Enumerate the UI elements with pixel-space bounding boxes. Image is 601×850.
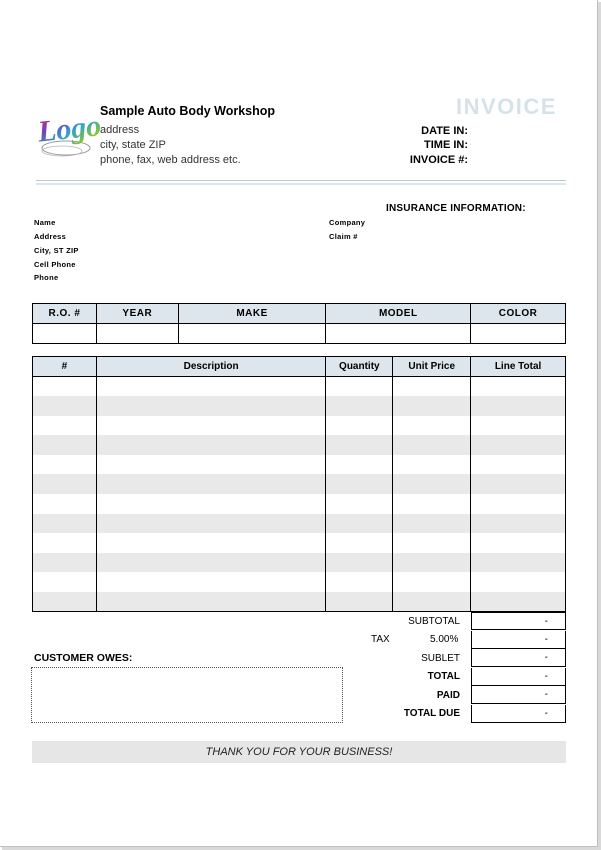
item-cell[interactable] xyxy=(96,572,326,592)
paid-value[interactable]: - xyxy=(471,686,566,704)
unit-price-header: Unit Price xyxy=(393,357,471,377)
ro-number-cell[interactable] xyxy=(33,324,97,344)
company-contact: phone, fax, web address etc. xyxy=(100,154,241,166)
company-city-state-zip: city, state ZIP xyxy=(100,139,166,151)
item-cell[interactable] xyxy=(33,572,97,592)
quantity-header: Quantity xyxy=(326,357,393,377)
item-cell[interactable] xyxy=(96,377,326,397)
item-cell[interactable] xyxy=(33,553,97,573)
line-total-header: Line Total xyxy=(471,357,566,377)
item-cell[interactable] xyxy=(33,377,97,397)
model-header: MODEL xyxy=(326,304,471,324)
color-header: COLOR xyxy=(471,304,566,324)
item-cell[interactable] xyxy=(393,514,471,534)
item-row xyxy=(33,572,566,592)
item-cell[interactable] xyxy=(471,474,566,494)
item-row xyxy=(33,435,566,455)
item-cell[interactable] xyxy=(393,494,471,514)
item-number-header: # xyxy=(33,357,97,377)
item-row xyxy=(33,592,566,612)
insurance-company-label: Company xyxy=(329,218,366,227)
item-cell[interactable] xyxy=(33,533,97,553)
tax-rate[interactable]: 5.00% xyxy=(430,634,459,645)
description-header: Description xyxy=(96,357,326,377)
subtotal-label: SUBTOTAL xyxy=(408,616,460,627)
customer-city-label: City, ST ZIP xyxy=(34,246,79,255)
item-cell[interactable] xyxy=(393,455,471,475)
item-cell[interactable] xyxy=(33,396,97,416)
vehicle-row xyxy=(33,324,566,344)
item-cell[interactable] xyxy=(326,514,393,534)
item-cell[interactable] xyxy=(471,396,566,416)
subtotal-value[interactable]: - xyxy=(471,612,566,630)
item-cell[interactable] xyxy=(326,592,393,612)
item-cell[interactable] xyxy=(471,533,566,553)
item-cell[interactable] xyxy=(326,455,393,475)
customer-owes-label: CUSTOMER OWES: xyxy=(34,652,133,664)
item-cell[interactable] xyxy=(96,435,326,455)
item-cell[interactable] xyxy=(393,416,471,436)
item-row xyxy=(33,553,566,573)
item-cell[interactable] xyxy=(393,533,471,553)
item-cell[interactable] xyxy=(33,455,97,475)
year-cell[interactable] xyxy=(96,324,178,344)
make-cell[interactable] xyxy=(178,324,326,344)
customer-cell-label: Cell Phone xyxy=(34,260,76,269)
company-name: Sample Auto Body Workshop xyxy=(100,104,276,118)
item-cell[interactable] xyxy=(326,474,393,494)
svg-text:Logo: Logo xyxy=(36,109,103,149)
tax-label: TAX xyxy=(371,634,390,645)
item-cell[interactable] xyxy=(33,474,97,494)
make-header: MAKE xyxy=(178,304,326,324)
item-cell[interactable] xyxy=(33,494,97,514)
item-cell[interactable] xyxy=(96,396,326,416)
time-in-label: TIME IN: xyxy=(424,139,468,151)
item-cell[interactable] xyxy=(471,455,566,475)
header-divider-shade xyxy=(36,183,566,185)
item-row xyxy=(33,514,566,534)
item-cell[interactable] xyxy=(96,533,326,553)
item-cell[interactable] xyxy=(96,455,326,475)
company-address: address xyxy=(100,124,140,136)
invoice-number-label: INVOICE #: xyxy=(409,154,468,166)
tax-value[interactable]: - xyxy=(471,631,566,649)
item-cell[interactable] xyxy=(326,377,393,397)
item-cell[interactable] xyxy=(393,592,471,612)
items-header-row xyxy=(33,357,566,377)
header-divider xyxy=(36,180,566,181)
item-cell[interactable] xyxy=(471,553,566,573)
thank-you-banner: THANK YOU FOR YOUR BUSINESS! xyxy=(32,741,566,763)
sublet-value[interactable]: - xyxy=(471,649,566,667)
item-cell[interactable] xyxy=(393,377,471,397)
item-row xyxy=(33,396,566,416)
item-cell[interactable] xyxy=(326,494,393,514)
paid-label: PAID xyxy=(436,690,460,701)
item-cell[interactable] xyxy=(96,474,326,494)
logo-image xyxy=(36,101,103,163)
item-cell[interactable] xyxy=(33,514,97,534)
total-value[interactable]: - xyxy=(471,668,566,686)
color-cell[interactable] xyxy=(471,324,566,344)
item-cell[interactable] xyxy=(96,494,326,514)
item-row xyxy=(33,377,566,397)
item-cell[interactable] xyxy=(393,435,471,455)
item-row xyxy=(33,474,566,494)
insurance-claim-label: Claim # xyxy=(329,232,358,241)
invoice-title: INVOICE xyxy=(456,94,557,119)
item-cell[interactable] xyxy=(326,553,393,573)
insurance-info-title: INSURANCE INFORMATION: xyxy=(386,203,526,214)
customer-address-label: Address xyxy=(34,232,67,241)
model-cell[interactable] xyxy=(326,324,471,344)
item-cell[interactable] xyxy=(326,533,393,553)
vehicle-header-row xyxy=(33,304,566,324)
item-cell[interactable] xyxy=(33,435,97,455)
item-cell[interactable] xyxy=(393,553,471,573)
item-cell[interactable] xyxy=(471,494,566,514)
customer-owes-box[interactable] xyxy=(31,667,343,723)
ro-number-header: R.O. # xyxy=(33,304,97,324)
item-cell[interactable] xyxy=(326,572,393,592)
item-cell[interactable] xyxy=(471,592,566,612)
item-row xyxy=(33,533,566,553)
item-cell[interactable] xyxy=(471,377,566,397)
item-cell[interactable] xyxy=(33,592,97,612)
item-cell[interactable] xyxy=(326,396,393,416)
item-cell[interactable] xyxy=(326,435,393,455)
item-cell[interactable] xyxy=(33,416,97,436)
total-due-label: TOTAL DUE xyxy=(403,708,460,719)
customer-name-label: Name xyxy=(34,218,56,227)
item-cell[interactable] xyxy=(96,514,326,534)
vehicle-table xyxy=(32,303,566,344)
item-cell[interactable] xyxy=(326,416,393,436)
date-in-label: DATE IN: xyxy=(421,125,468,137)
item-row xyxy=(33,455,566,475)
total-label: TOTAL xyxy=(427,671,460,682)
year-header: YEAR xyxy=(96,304,178,324)
item-cell[interactable] xyxy=(96,592,326,612)
item-cell[interactable] xyxy=(96,553,326,573)
item-cell[interactable] xyxy=(471,572,566,592)
item-cell[interactable] xyxy=(393,474,471,494)
item-cell[interactable] xyxy=(96,416,326,436)
customer-phone-label: Phone xyxy=(34,273,59,282)
item-cell[interactable] xyxy=(471,435,566,455)
item-row xyxy=(33,494,566,514)
sublet-label: SUBLET xyxy=(421,653,460,664)
item-row xyxy=(33,416,566,436)
item-cell[interactable] xyxy=(471,416,566,436)
item-cell[interactable] xyxy=(393,572,471,592)
item-cell[interactable] xyxy=(471,514,566,534)
line-items-table xyxy=(32,356,566,612)
item-cell[interactable] xyxy=(393,396,471,416)
total-due-value[interactable]: - xyxy=(471,705,566,723)
